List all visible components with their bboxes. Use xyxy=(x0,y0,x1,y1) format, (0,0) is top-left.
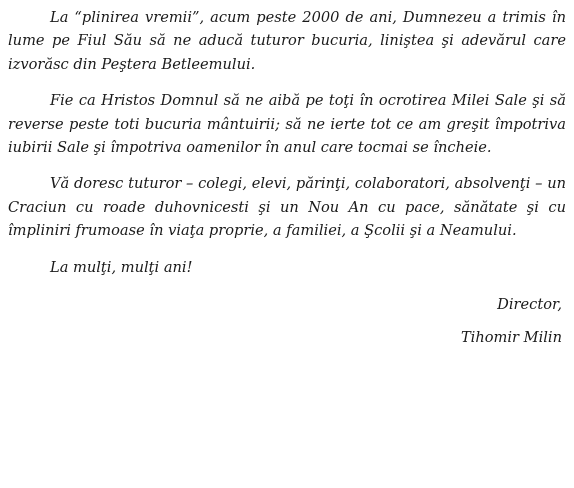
signature-name: Tihomir Milin xyxy=(460,329,562,347)
letter-body xyxy=(8,6,566,350)
paragraph-2: Fie ca Hristos Domnul să ne aibă pe toţi în ocrotirea Milei Sale şi să reverse peste toti bucuria mântuirii; să ne ierte tot ce am greşit împotriva iubirii Sale şi împotriva oamenilor în anul care tocmai se încheie. xyxy=(8,92,566,157)
paragraph-3: Vă doresc tuturor – colegi, elevi, părinţi, colaboratori, absolvenţi – un Craciun cu roade duhovnicesti şi un Nou An cu pace, sănătate şi cu împliniri frumoase în viaţa proprie, a familiei, a Şcolii şi a Neamului. xyxy=(8,175,566,240)
paragraph-1: La “plinirea vremii”, acum peste 2000 de ani, Dumnezeu a trimis în lume pe Fiul Său să ne aducă tuturor bucuria, liniştea şi adevărul care izvorăsc din Peştera Betleemului. xyxy=(8,9,566,73)
greeting: La mulţi, mulţi ani! xyxy=(50,258,193,276)
signature-title: Director, xyxy=(497,296,562,314)
